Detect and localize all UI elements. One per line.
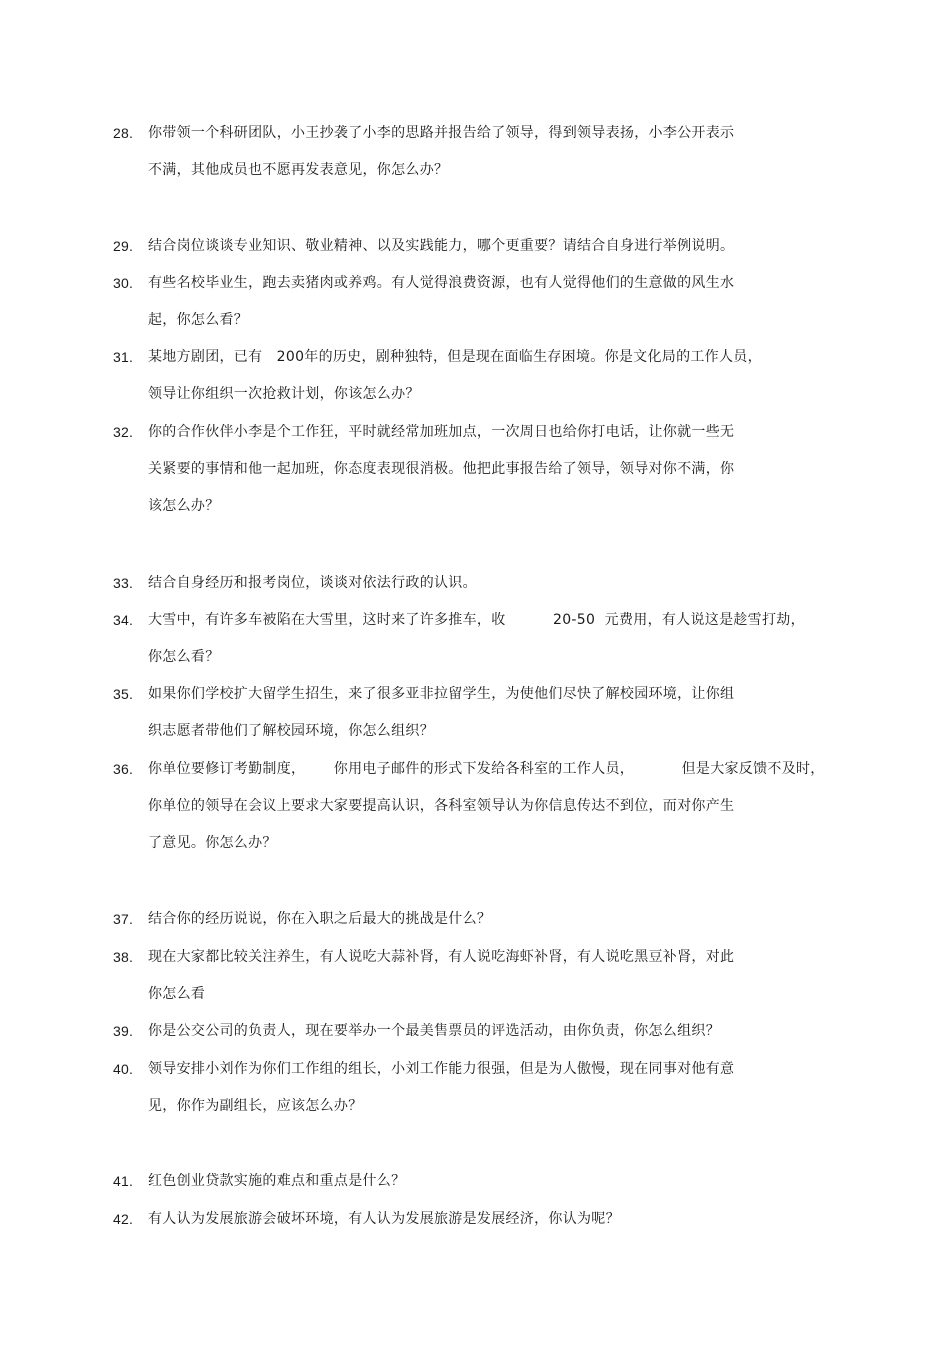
question-number: 30.: [113, 275, 134, 291]
question-text-line: 你是公交公司的负责人，现在要举办一个最美售票员的评选活动，由你负责，你怎么组织？: [148, 1023, 720, 1039]
question-number: 41.: [113, 1173, 134, 1189]
question-number: 39.: [113, 1023, 134, 1039]
question-text-line: 织志愿者带他们了解校园环境，你怎么组织？: [148, 723, 434, 739]
question-text-line: 有些名校毕业生，跑去卖猪肉或养鸡。有人觉得浪费资源，也有人觉得他们的生意做的风生水: [148, 275, 735, 291]
question-number: 36.: [113, 761, 134, 777]
question-text-line: 你怎么看: [148, 986, 206, 1002]
question-number: 34.: [113, 612, 134, 628]
question-number: 32.: [113, 424, 134, 440]
question-text-line: 结合你的经历说说，你在入职之后最大的挑战是什么？: [148, 911, 492, 927]
question-text-line: 你单位的领导在会议上要求大家要提高认识，各科室领导认为你信息传达不到位，而对你产生: [148, 798, 735, 814]
question-text-line: 见，你作为副组长，应该怎么办？: [148, 1098, 363, 1114]
question-text-line: 有人认为发展旅游会破坏环境，有人认为发展旅游是发展经济，你认为呢？: [148, 1211, 620, 1227]
question-text-line: 结合自身经历和报考岗位，谈谈对依法行政的认识。: [148, 575, 477, 591]
question-number: 42.: [113, 1211, 134, 1227]
question-text-line: 结合岗位谈谈专业知识、敬业精神、以及实践能力，哪个更重要？请结合自身进行举例说明。: [148, 238, 735, 254]
question-text-line: 关紧要的事情和他一起加班，你态度表现很消极。他把此事报告给了领导，领导对你不满，你: [148, 461, 735, 477]
question-text-line: 你怎么看？: [148, 649, 220, 665]
question-number: 38.: [113, 949, 134, 965]
question-number: 37.: [113, 911, 134, 927]
question-text-line: 大雪中，有许多车被陷在大雪里，这时来了许多推车，收 20-50 元费用，有人说这是趁雪打劫，: [148, 612, 805, 628]
question-text-line: 某地方剧团，已有 200年的历史，剧种独特，但是现在面临生存困境。你是文化局的工作人员，: [148, 349, 762, 365]
question-number: 31.: [113, 349, 134, 365]
question-number: 40.: [113, 1061, 134, 1077]
question-number: 28.: [113, 125, 134, 141]
question-text-line: 红色创业贷款实施的难点和重点是什么？: [148, 1173, 406, 1189]
question-text-line: 该怎么办？: [148, 498, 220, 514]
question-text-line: 起，你怎么看？: [148, 312, 249, 328]
question-text-line: 领导让你组织一次抢救计划，你该怎么办？: [148, 386, 420, 402]
question-text-line: 你带领一个科研团队，小王抄袭了小李的思路并报告给了领导，得到领导表扬，小李公开表示: [148, 125, 735, 141]
question-text-line: 领导安排小刘作为你们工作组的组长，小刘工作能力很强，但是为人傲慢，现在同事对他有意: [148, 1061, 735, 1077]
question-text-line: 现在大家都比较关注养生，有人说吃大蒜补肾，有人说吃海虾补肾，有人说吃黑豆补肾，对此: [148, 949, 735, 965]
question-text-line: 如果你们学校扩大留学生招生，来了很多亚非拉留学生，为使他们尽快了解校园环境，让你组: [148, 686, 735, 702]
question-text-line: 了意见。你怎么办？: [148, 835, 277, 851]
question-number: 33.: [113, 575, 134, 591]
question-text-line: 不满，其他成员也不愿再发表意见，你怎么办？: [148, 162, 449, 178]
question-text-line: 你的合作伙伴小李是个工作狂，平时就经常加班加点，一次周日也给你打电话，让你就一些无: [148, 424, 735, 440]
question-number: 29.: [113, 238, 134, 254]
question-number: 35.: [113, 686, 134, 702]
question-text-line: 你单位要修订考勤制度， 你用电子邮件的形式下发给各科室的工作人员， 但是大家反馈不及时，: [148, 761, 825, 777]
